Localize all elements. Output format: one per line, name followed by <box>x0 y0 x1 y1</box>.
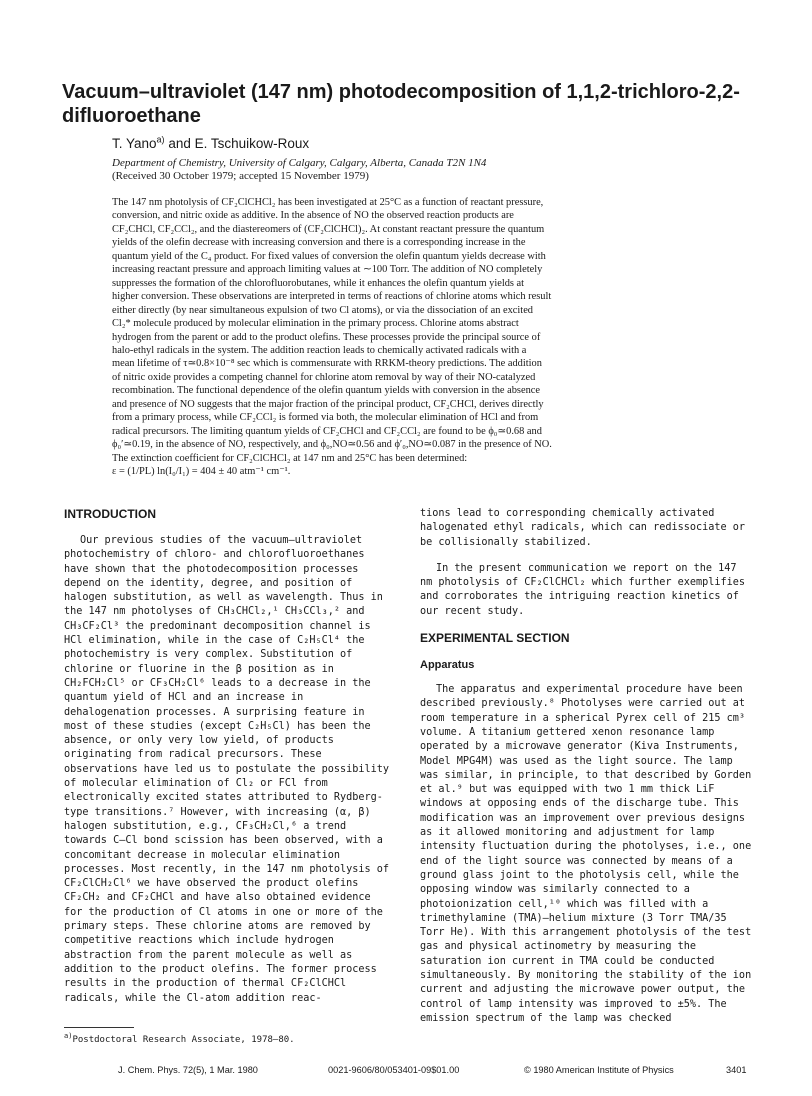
abstract-line: conversion, and nitric oxide as additive. In the absence of NO the observed reaction products are <box>112 210 514 222</box>
author-1: T. Yano <box>112 136 157 151</box>
abstract-line: halo-ethyl radicals in the system. The addition reaction leads to chemically activated radicals with a <box>112 344 527 356</box>
introduction-heading: INTRODUCTION <box>64 507 156 521</box>
abstract-line: suppresses the formation of the chlorofluorobutanes, while it enhances the olefin quantum yields at <box>112 277 525 289</box>
apparatus-heading: Apparatus <box>420 659 475 672</box>
right-column <box>420 507 754 1026</box>
author-2: and E. Tschuikow-Roux <box>164 136 310 151</box>
footnote-rule <box>64 1027 134 1028</box>
abstract-line: ϕ₀′≃0.19, in the absence of NO, respectively, and ϕ₀,NO≃0.56 and ϕ′₀,NO≃0.087 in the presence of NO. <box>112 439 552 451</box>
author-line <box>112 135 309 153</box>
abstract-line: CF₂CHCl, CF₂CCl₂, and the diastereomers of (CF₂ClCHCl)₂. At constant reactant pressure the quantum <box>112 223 545 235</box>
received-dates: (Received 30 October 1979; accepted 15 November 1979) <box>112 170 369 182</box>
abstract-line: higher conversion. These observations are interpreted in terms of reactions of chlorine atoms which result <box>112 291 552 303</box>
footnote-text: Postdoctoral Research Associate, 1978–80. <box>72 1035 295 1045</box>
abstract-line: recombination. The functional dependence of the olefin quantum yields with conversion in the absence <box>112 385 540 397</box>
abstract <box>112 196 740 479</box>
affiliation-block <box>112 157 732 183</box>
abstract-line: The 147 nm photolysis of CF₂ClCHCl₂ has been investigated at 25°C as a function of reactant pressure, <box>112 197 544 208</box>
abstract-line: of nitric oxide provides a competing channel for chlorine atom removal by way of their NO-catalyzed <box>112 371 536 383</box>
author-footnote-mark: a) <box>156 134 165 145</box>
introduction-paragraph: Our previous studies of the vacuum–ultraviolet photochemistry of chloro- and chlorofluoroethanes have shown that the photodecomposition processes depend on the identity, degree, and position of halogen substitution, as well as wavelength. Thus in the 147 nm photolyses of CH₃CHCl₂,¹ CH₃CCl₃,² and CH₃CF₂Cl³ the predominant decomposition channel is HCl elimination, while in the case of C₂H₅Cl⁴ the photochemistry is very complex. Substitution of chlorine or fluorine in the β position as in CH₂FCH₂Cl⁵ or CF₃CH₂Cl⁶ leads to a decrease in the quantum yield of HCl and an increase in dehalogenation processes. A surprising feature in most of these studies (except C₂H₅Cl) has been the absence, or only very low yield, of products originating from radical precursors. These observations have led us to postulate the possibility of molecular elimination of Cl₂ or FCl from electronically excited states attributed to Rydberg-type transitions.⁷ However, with increasing (α, β) halogen substitution, e.g., CF₃CH₂Cl,⁶ a trend towards C–Cl bond scission has been observed, with a concomitant decrease in molecular elimination processes. Most recently, in the 147 nm photolysis of CF₂ClCH₂Cl⁶ we have observed the product olefins CF₂CH₂ and CF₂CHCl and have also obtained evidence for the production of Cl atoms in one or more of the primary steps. These chlorine atoms are removed by competitive reactions which include hydrogen abstraction from the parent molecule as well as addition to the product olefins. The former process results in the production of thermal CF₂ClCHCl radicals, while the Cl-atom addition reac- <box>64 535 390 1004</box>
abstract-line: and presence of NO suggests that the major fraction of the principal product, CF₂CHCl, derives directly <box>112 398 544 410</box>
footnote <box>64 1034 364 1046</box>
footer-code: 0021-9606/80/053401-09$01.00 <box>328 1065 460 1075</box>
abstract-line: from a primary process, while CF₂CCl₂ is formed via both, the molecular elimination of HCl and from <box>112 412 539 424</box>
abstract-line: quantum yield of the C₄ product. For fixed values of conversion the olefin quantum yields decrease with <box>112 250 546 262</box>
department: Department of Chemistry, University of Calgary, Calgary, Alberta, Canada T2N 1N4 <box>112 157 487 169</box>
introduction-continuation: tions lead to corresponding chemically activated halogenated ethyl radicals, which can redissociate or be collisionally stabilized. <box>420 508 746 548</box>
abstract-line: The extinction coefficient for CF₂ClCHCl₂ at 147 nm and 25°C has been determined: <box>112 452 468 464</box>
abstract-line: ε = (1/PL) ln(I₀/I₁) = 404 ± 40 atm⁻¹ cm⁻¹. <box>112 466 291 478</box>
experimental-heading: EXPERIMENTAL SECTION <box>420 631 570 646</box>
abstract-line: radical precursors. The limiting quantum yields of CF₂CHCl and CF₂CCl₂ are found to be ϕ₀≃0.68 and <box>112 425 542 437</box>
abstract-line: yields of the olefin decrease with increasing conversion and there is a corresponding increase in the <box>112 237 526 249</box>
footnote-mark: a) <box>64 1032 73 1040</box>
introduction-paragraph-2: In the present communication we report on the 147 nm photolysis of CF₂ClCHCl₂ which further exemplifies and corroborates the intriguing reaction kinetics of our recent study. <box>420 562 746 617</box>
abstract-line: increasing reactant pressure and approach limiting values at ∼100 Torr. The addition of NO completely <box>112 264 543 276</box>
abstract-line: Cl₂* molecule produced by molecular elimination in the primary process. Chlorine atoms abstract <box>112 318 519 330</box>
abstract-line: hydrogen from the parent or add to the product olefins. These processes provide the principal source of <box>112 331 541 343</box>
apparatus-paragraph: The apparatus and experimental procedure have been described previously.⁸ Photolyses were carried out at room temperature in a spherical Pyrex cell of 215 cm³ volume. A titanium gettered xenon resonance lamp operated by a microwave generator (Kiva Instruments, Model MPG4M) was used as the light source. The lamp was similar, in principle, to that described by Gorden et al.⁹ but was equipped with two 1 mm thick LiF windows at opposing ends of the discharge tube. This modification was an improvement over previous designs as it allowed monitoring and adjustment for lamp intensity fluctuation during the photolyses, i.e., one end of the light source was connected by means of a ground glass joint to the photolysis cell, while the opposing window was similarly connected to a photoionization cell,¹⁰ which was filled with a trimethylamine (TMA)–helium mixture (3 Torr TMA/35 Torr He). With this arrangement photolysis of the test gas and physical actinometry by measuring the saturation ion current in TMA could be conducted simultaneously. By monitoring the stability of the ion current and adjusting the microwave power output, the control of lamp intensity was improved to ±5%. The emission spectrum of the lamp was checked <box>420 684 752 1024</box>
abstract-line: either directly (by near simultaneous expulsion of two Cl atoms), or via the dissociation of an excited <box>112 304 534 316</box>
paper-title: Vacuum–ultraviolet (147 nm) photodecomposition of 1,1,2-trichloro-2,2-difluoroethane <box>62 81 740 127</box>
abstract-line: mean lifetime of τ≃0.8×10⁻⁸ sec which is commensurate with RRKM-theory predictions. The addition <box>112 358 542 370</box>
left-column <box>64 507 394 1006</box>
footer-journal: J. Chem. Phys. 72(5), 1 Mar. 1980 <box>118 1065 258 1075</box>
footer-page-number: 3401 <box>726 1065 747 1075</box>
footer-copyright: © 1980 American Institute of Physics <box>524 1065 674 1075</box>
